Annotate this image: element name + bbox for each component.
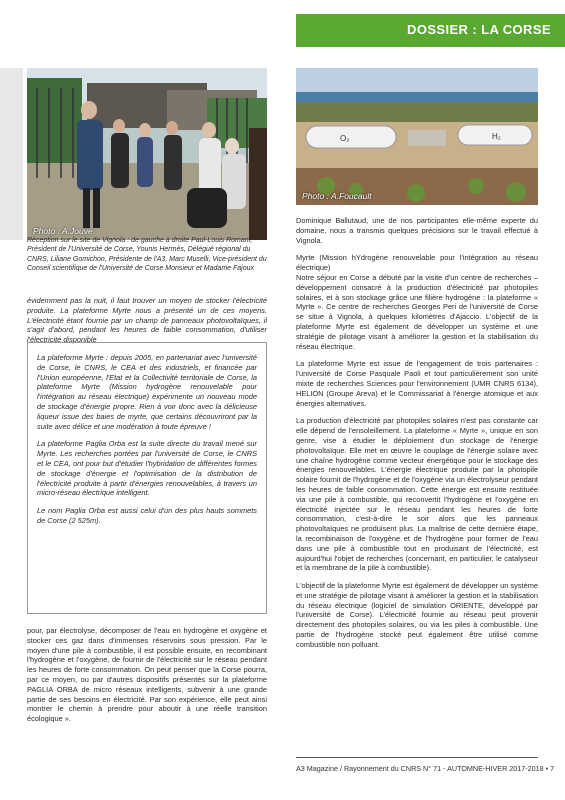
section-banner [296, 14, 565, 47]
reception-photo-image [27, 68, 267, 240]
page-footer: A3 Magazine / Rayonnement du CNRS N° 71 - AUTOMNE-HIVER 2017-2018 • 7 [296, 764, 555, 773]
right-paragraph-myrte: Notre séjour en Corse a débuté par la visite d'un centre de recherches – développement consacré à la production d'électricité par photopiles solaires, et à son stockage grâce une filière hydrogène : la plateforme « Myrte ». Ce centre de recherches Georges Peri de l'université de Corse se situe à Vignola, à quelques kilomètres d'Ajaccio. L'objectif de la plateforme Myrte est également de développer un système et une stratégie de pilotage visant à améliorer la gestion et la stabilisation du réseau électrique. [296, 272, 538, 351]
info-box [27, 342, 267, 614]
box-paragraph-name: Le nom Paglia Orba est aussi celui d'un des plus hauts sommets de Corse (2 525m). [37, 506, 257, 525]
photo-credit: Photo : A.Jouve [33, 226, 93, 236]
box-paragraph-myrte: La plateforme Myrte : depuis 2005, en partenariat avec l'université de Corse, le CNRS, le CEA et des industriels, et financée par l'Union européenne, l'Etat et la Collectivité territoriale de Corse, la plateforme Myrte (Mission hydrogène renouvelable pour l'intégration au réseau électrique) expérimente un nouveau mode de stockage d'énergie propre. Rien à voir donc avec la délicieuse liqueur issue des baies de myrte, que certains découvriront par la suite avec délice et une modération à toute épreuve ! [37, 353, 257, 431]
page-margin-strip [0, 68, 23, 240]
left-outro-paragraph: pour, par électrolyse, décomposer de l'eau en hydrogène et oxygène et stocker ces gaz dans d'immenses réservoirs sous pression. Par le moyen d'une pile à combustible, il est possible ensuite, en recombinant l'hydrogène et l'oxygène, de fournir de l'électricité sur le réseau pendant les heures de forte consommation. On peut penser que la Corse pourra, par ce moyen, ou par d'autres dispositifs présentés sur la plateforme PAGLIA ORBA de micro réseaux intelligents, subvenir à une grande partie de ses besoins en électricité. Par son expérience, elle peut ainsi montrer le chemin à prendre pour aboutir à une réelle transition écologique ». [27, 626, 267, 724]
tanks-photo [296, 68, 538, 205]
banner-title: DOSSIER : LA CORSE [407, 22, 551, 37]
reception-photo [27, 68, 267, 240]
right-paragraph-production: La production d'électricité par photopiles solaires n'est pas constante car elle dépend de l'ensoleillement. La plateforme « Myrte », unique en son genre, vise à étudier le déploiement d'un stockage de l'énergie photovoltaïque. Elle met en œuvre le couplage de l'énergie solaire avec une chaîne hydrogène comme vecteur énergétique pour le stockage des énergies renouvelables. L'énergie électrique produite par la photopile solaire fournit de l'hydrogène et de l'oxygène via un électrolyseur pendant les heures de faible consommation. Cette énergie est ensuite restituée via une pile à combustible, qui reconvertit l'hydrogène et l'oxygène en électricité injectée sur le réseau pendant les heures de forte consommation, c'est-à-dire le soir alors que les panneaux photovoltaïques ne produisent plus. La maîtrise de cette dernière étape, la recombinaison de l'oxygène et de l'hydrogène pour former de l'eau dans une pile à combustible tout en produisant de l'électricité, est aujourd'hui l'objet de recherches (concernant, en particulier, le catalyseur et la membrane de la pile à combustible). [296, 416, 538, 573]
left-intro-paragraph: évidemment pas la nuit, il faut trouver un moyen de stocker l'électricité produite. La plateforme Myrte nous a présenté un de ces moyens. L'électricité étant fournie par un champ de panneaux photovoltaïques, il s'agit d'abord, pendant les heures de faible consommation, d'utiliser l'électricité disponible [27, 296, 267, 345]
tanks-photo-image [296, 68, 538, 205]
right-paragraph-intro: Dominique Ballutaud, une de nos participantes elle-même experte du domaine, nous a transmis quelques précisions sur le travail effectué à Vignola. [296, 216, 538, 245]
photo-caption: Réception sur le site de Vignola : de gauche à droite Paul-Louis Romani, Président de l'Université de Corse, Younis Hermès, Délégué régional du CNRS, Liliane Gomichon, Présidente de l'A3, Marc Muselli, Vice-président du Conseil scientifique de l'Université de Corse Monsieur et Madame Fajoux [27, 237, 267, 273]
left-outro-text [27, 626, 267, 732]
right-paragraph-partners: La plateforme Myrte est issue de l'engagement de trois partenaires : l'université de Corse Pasquale Paoli et tout particulièrement son unité mixte de recherches Sciences pour l'environnement (UMR CNRS 6134), HELION (Groupe Areva) et le Commissariat à l'énergie atomique et aux énergies alternatives. [296, 359, 538, 408]
box-paragraph-paglia: La plateforme Paglia Orba est la suite directe du travail mené sur Myrte. Les recherches portées par l'université de Corse, le CNRS et le CEA, ont pour but d'étudier l'hybridation de différentes formes de stockage d'énergie et l'optimisation de la distribution de l'électricité produite à partir d'énergies renouvelables, à travers un micro-réseau électrique intelligent. [37, 439, 257, 498]
right-paragraph-title: Myrte (Mission hYdrogène renouvelable pour l'intégration au réseau électrique) [296, 253, 538, 273]
hydrogen-label: H₂ [492, 132, 501, 141]
right-column [296, 216, 538, 658]
footer-divider [296, 757, 538, 758]
photo-credit-right: Photo : A.Foucault [302, 191, 372, 201]
oxygen-label: O₂ [340, 134, 350, 143]
right-paragraph-objective: L'objectif de la plateforme Myrte est également de développer un système et une stratégie de pilotage visant à améliorer la gestion et la stabilisation du réseau électrique (logiciel de simulation ORIENTE, développé par l'université de Corse). L'électricité fournie au réseau peut provenir directement des photopiles solaires, ou via les piles à combustible. Une partie de l'hydrogène stocké peut également être utilisé comme combustible non polluant. [296, 581, 538, 649]
